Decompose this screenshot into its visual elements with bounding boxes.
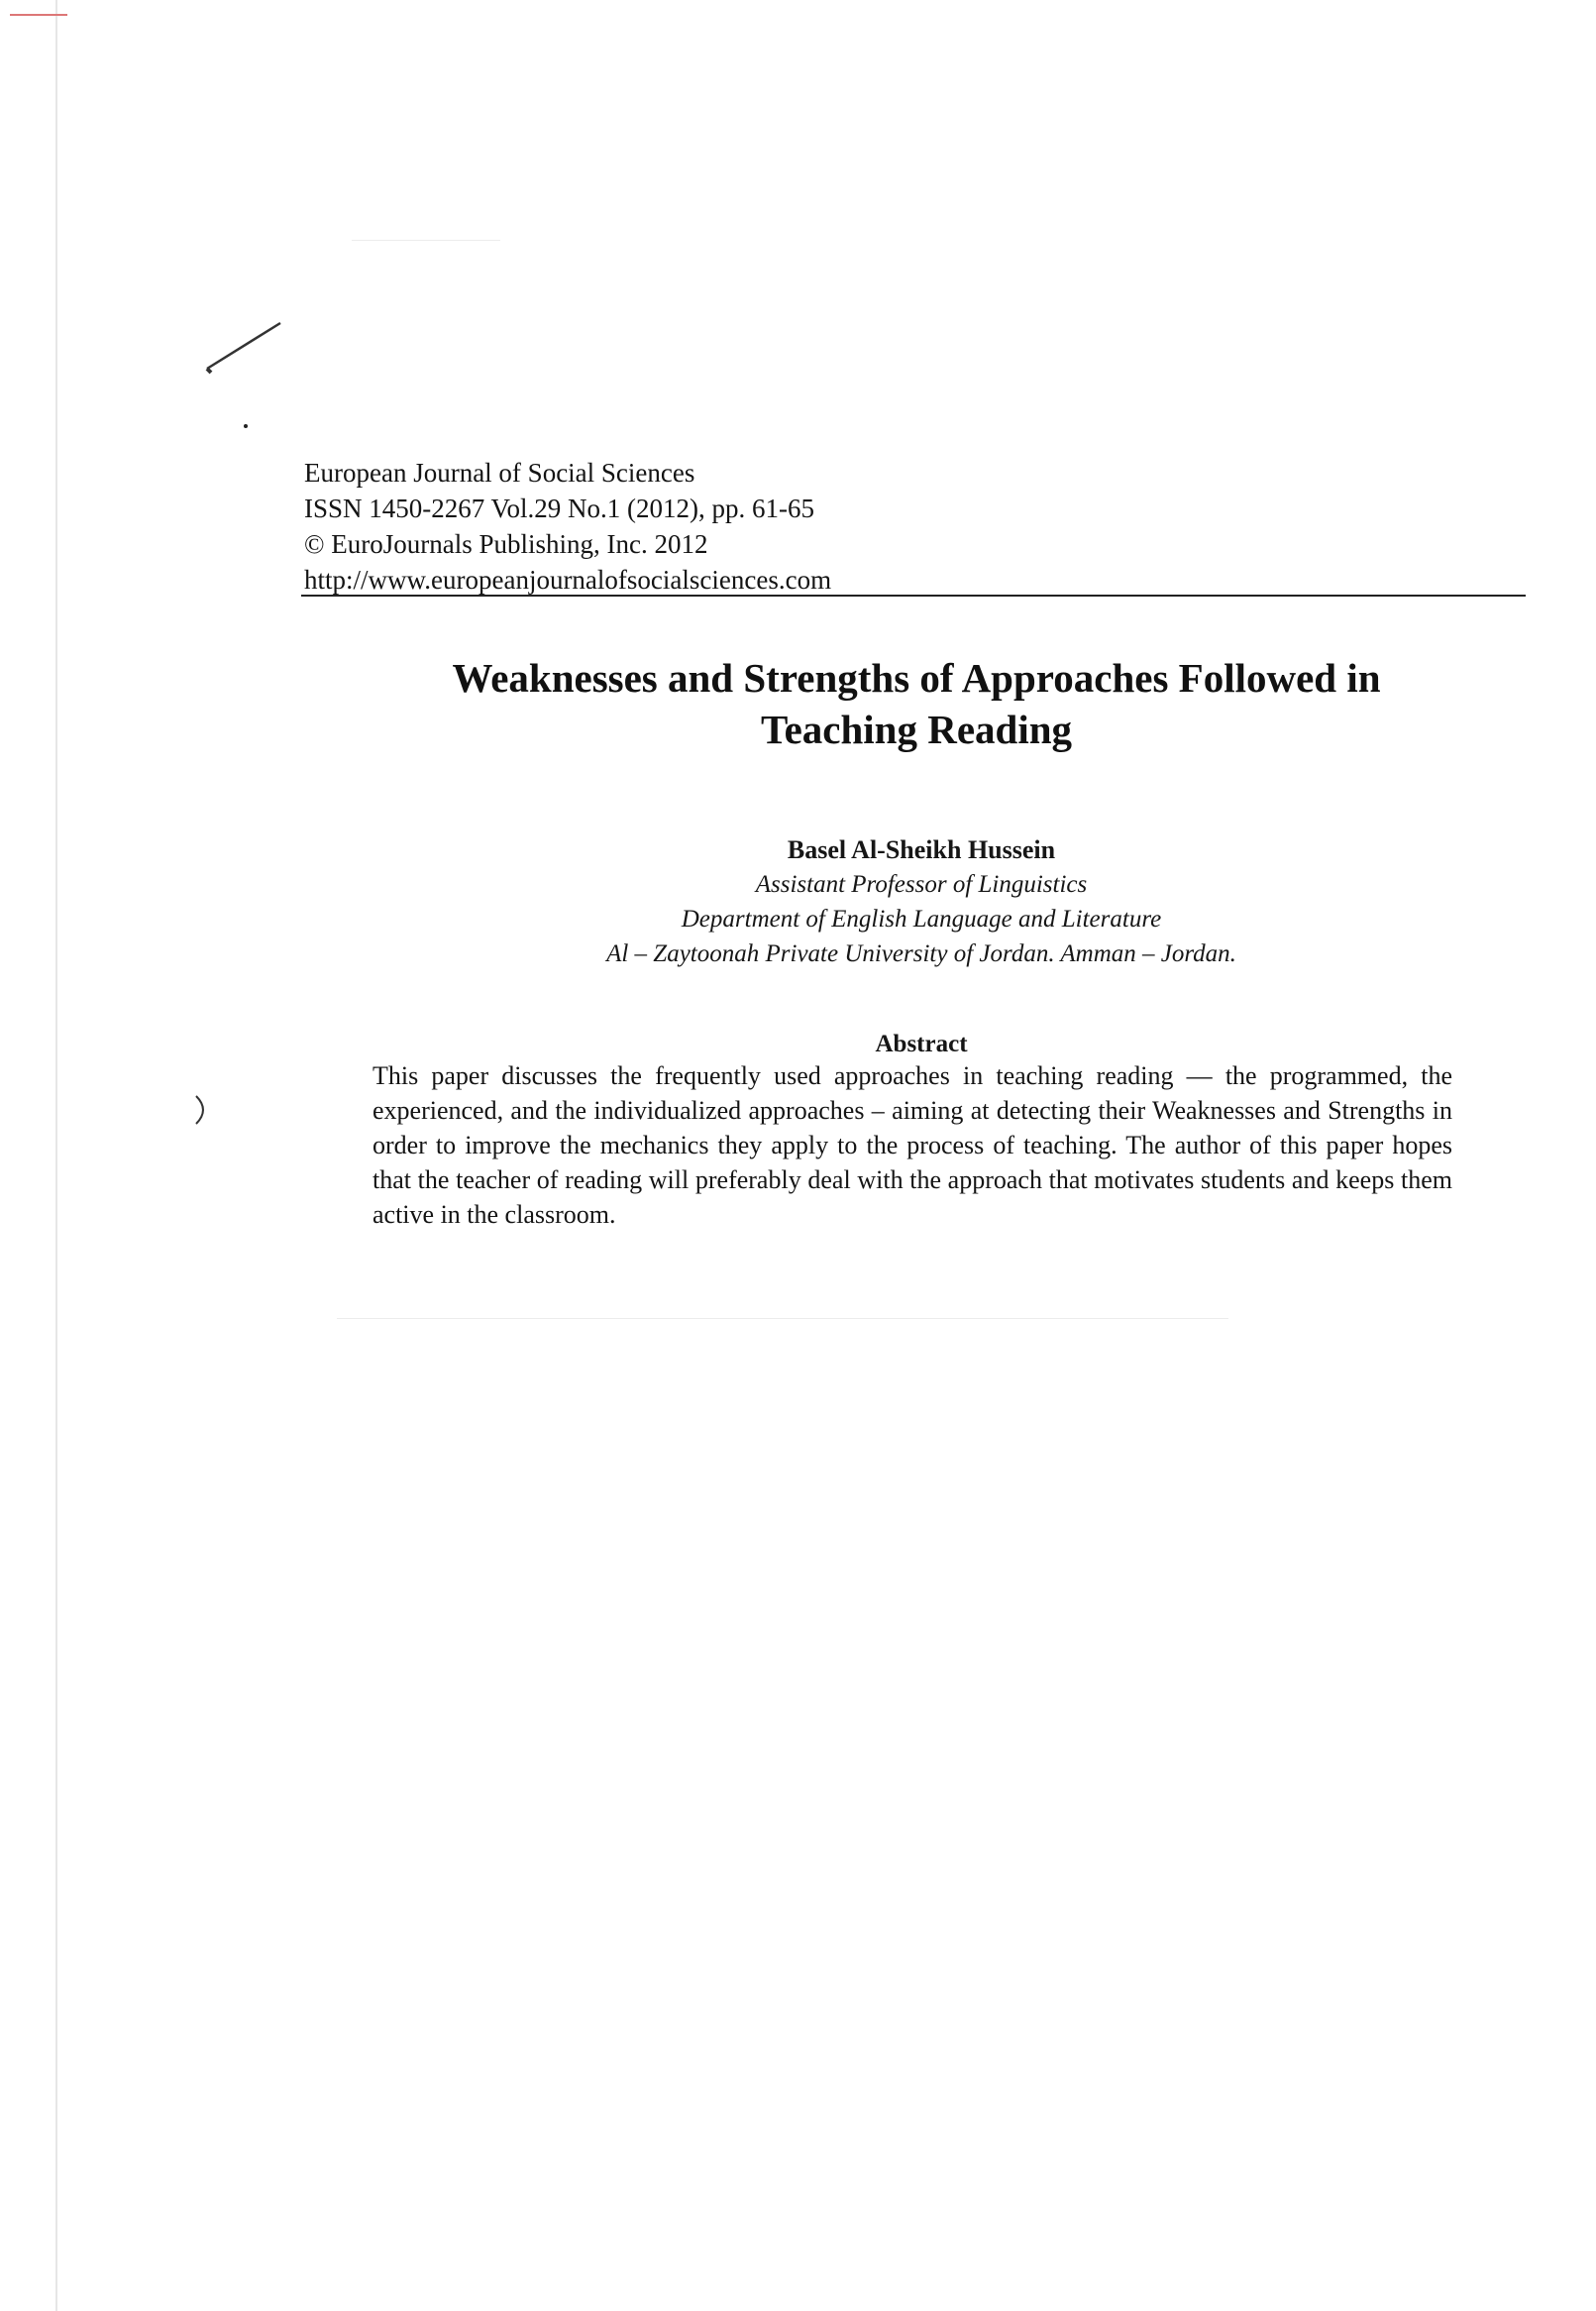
author-name: Basel Al-Sheikh Hussein: [787, 835, 1056, 864]
pen-scribble: [193, 307, 302, 436]
author-position: Assistant Professor of Linguistics: [755, 871, 1088, 898]
journal-url: http://www.europeanjournalofsocialsciences.com: [304, 565, 832, 595]
issue-info: ISSN 1450-2267 Vol.29 No.1 (2012), pp. 61-65: [304, 494, 815, 523]
header-rule: [301, 595, 1526, 597]
abstract-heading: Abstract: [875, 1031, 968, 1057]
author-block: [426, 832, 1417, 971]
title-line-1: Weaknesses and Strengths of Approaches Followed in: [452, 655, 1381, 701]
paper-title: [327, 652, 1506, 755]
scan-faint-line: [337, 1318, 1228, 1319]
author-institution: Al – Zaytoonah Private University of Jordan. Amman – Jordan.: [606, 940, 1236, 967]
journal-header: [304, 455, 831, 598]
author-department: Department of English Language and Literature: [681, 906, 1162, 933]
scan-edge: [55, 0, 57, 2311]
scan-mark: [10, 14, 67, 16]
journal-name: European Journal of Social Sciences: [304, 458, 695, 488]
scan-faint-line: [352, 240, 500, 241]
title-line-2: Teaching Reading: [760, 707, 1073, 752]
abstract-text: This paper discusses the frequently used approaches in teaching reading — the programmed, the experienced, and the individualized approaches – aiming at detecting their Weaknesses and Strengths in order to improve the mechanics they apply to the process of teaching. The author of this paper hopes that the teacher of reading will preferably deal with the approach that motivates students and keeps them active in the classroom.: [372, 1061, 1452, 1229]
copyright-notice: © EuroJournals Publishing, Inc. 2012: [304, 529, 708, 559]
stray-mark: [188, 1090, 218, 1130]
